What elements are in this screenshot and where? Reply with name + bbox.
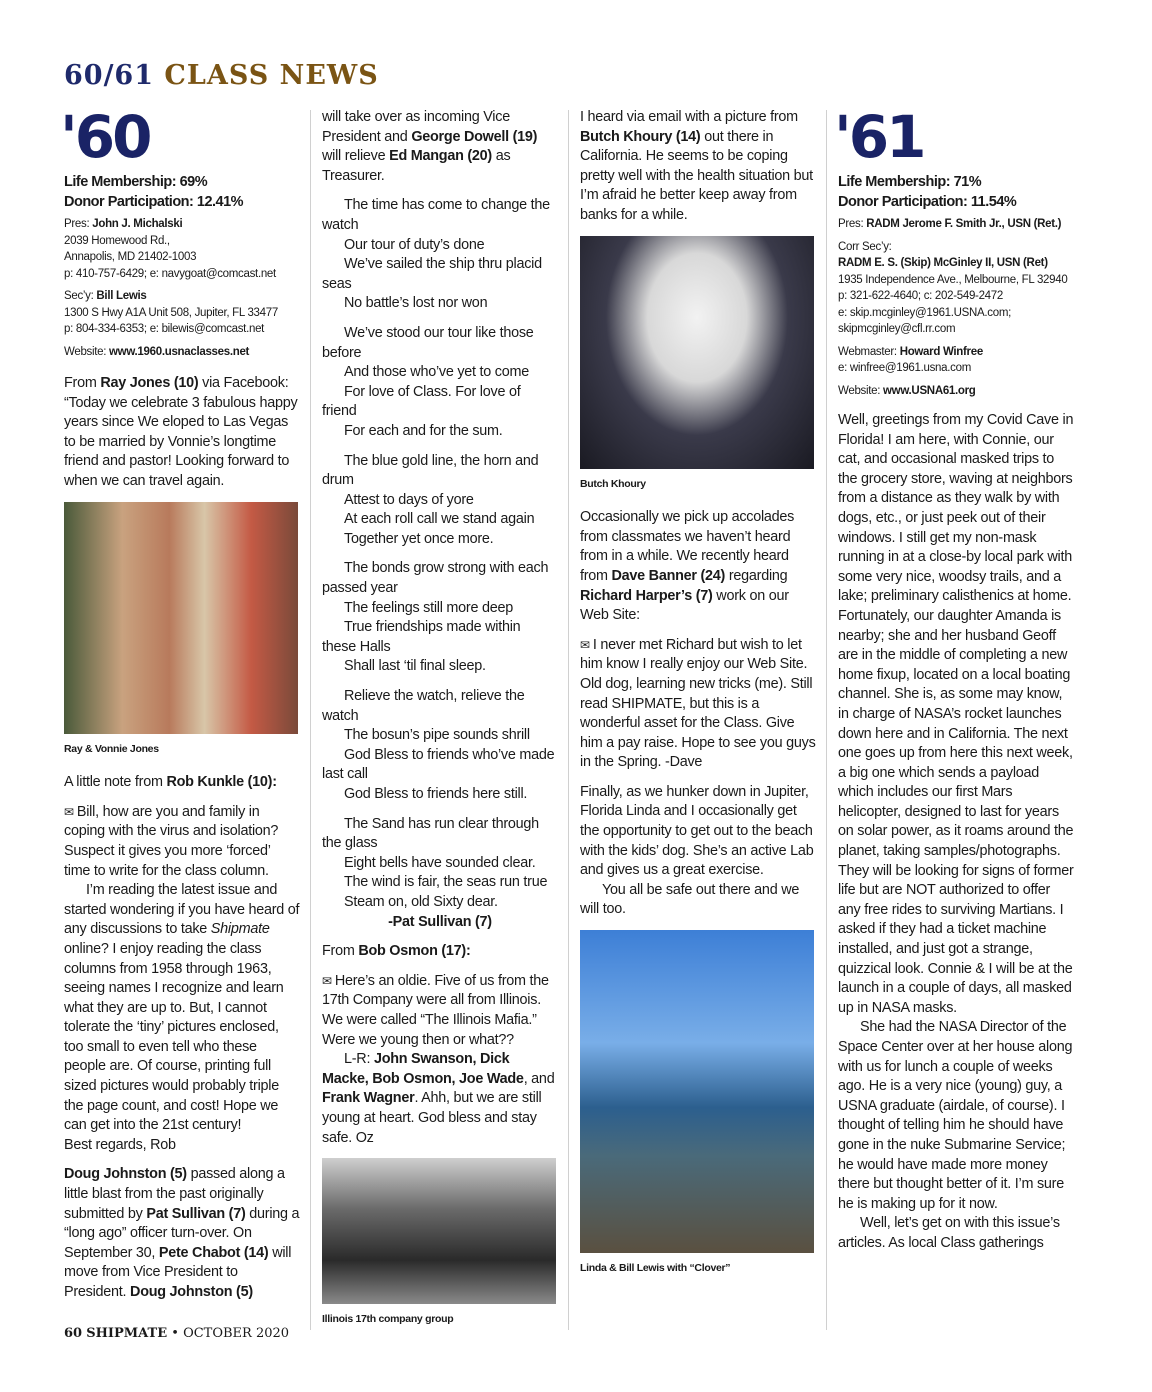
paragraph [838, 411, 1074, 1018]
paragraph [580, 881, 816, 920]
text-run: Well, greetings from my Covid Cave in Florida! I am here, with Connie, our cat, and occasional masked trips to the grocery store, waving at neighbors from a distance as they walk by with dogs, etc., or just peek out of their windows. I still get my non-mask running in at a close-by local park with some very nice, woodsy trails, and a lake; preliminary calisthenics at home. Fortunately, our daughter Amanda is nearby; she and her husband Geoff are in the middle of completing a new home fixup, located on a local boating channel. She is, as some may know, in charge of NASA’s rocket launches down here and in California. The next one goes up from here this next week, a big one which sends a payload which includes our first Mars helicopter, designed to last for years on solar power, as it roams around the planet, taking samples/photographs. They will be looking for signs of former life but are NOT authorized to offer any free rides to surviving Martians. I asked if they had a ticket machine installed, and just got a strange, quizzical look. Connie & I will be at the launch in a couple of days, all masked up in NASA masks. [838, 412, 1074, 1016]
paragraph [64, 1165, 300, 1302]
photo-figure [322, 1158, 558, 1330]
photo-figure [580, 930, 816, 1279]
class-60-header [60, 103, 300, 374]
poem-line: Together yet once more. [344, 530, 494, 547]
text-run: A little note from [64, 774, 167, 791]
text-run: She had the NASA Director of the Space Center over at her house along with us for lunch a couple of weeks ago. He is a very nice (young) guy, a USNA graduate (airdale, of course). I thought of telling him he should have gone in the nuke Submarine Service; he would have made more money there but thought better of it. I’m sure he is making up for it now. [838, 1019, 1073, 1212]
poem-line: God Bless to friends here still. [344, 786, 528, 802]
text-run: as Treasurer. [322, 148, 511, 184]
poem-line: Our tour of duty’s done [344, 236, 485, 253]
poem-line: The time has come to change the watch [322, 197, 550, 233]
poem-line: Steam on, old Sixty dear. [344, 893, 498, 910]
poem-line: Attest to days of yore [344, 491, 474, 508]
photo-caption: Linda & Bill Lewis with “Clover” [580, 1262, 731, 1275]
donor-participation: Donor Participation: 11.54% [838, 194, 1017, 210]
paragraph [838, 1018, 1074, 1214]
paragraph [580, 508, 816, 626]
text-run: online? I enjoy reading the class columns from 1958 through 1963, seeing names I recognize and learn what they are up to. But, I cannot tolerate the ‘tiny’ pictures enclosed, too small to even tell who these people are. Of course, printing full sized pictures would probably triple the page count, and cost! Hope we can get into the 21st century! [64, 940, 284, 1134]
poem-line: For each and for the sum. [344, 422, 503, 439]
poem-line: True friendships made within these Halls [322, 619, 521, 655]
class-61-header [834, 103, 1074, 411]
photo-figure [64, 502, 300, 760]
paragraph [322, 108, 558, 186]
article-body [322, 108, 558, 1330]
class-year: '61 [834, 103, 924, 171]
name-highlight: Doug Johnston (5) [130, 1284, 253, 1300]
column-divider [310, 110, 311, 1330]
poem-line: The bonds grow strong with each passed year [322, 560, 549, 597]
poem-line: For love of Class. For love of friend [322, 383, 521, 420]
paragraph [580, 783, 816, 881]
text-run: You all be safe out there and we will too. [580, 881, 800, 918]
text-run: during a “long ago” officer turn-over. On September 30, [64, 1205, 300, 1261]
magazine-name: SHIPMATE [86, 1326, 168, 1341]
article-body [580, 108, 816, 1279]
poem-line: We’ve sailed the ship thru placid seas [322, 256, 542, 292]
poem-stanza [322, 559, 558, 677]
text-run: Bill, how are you and family in coping with the virus and isolation? Suspect it gives you more ‘forced’ time to write for the class column. [64, 803, 279, 879]
text-run: From [322, 943, 359, 960]
text-run: work on our Web Site: [580, 587, 789, 624]
text-run: . Ahh, but we are still young at heart. God bless and stay safe. Oz [322, 1090, 542, 1146]
paragraph [580, 108, 816, 226]
website-link[interactable]: www.1960.usnaclasses.net [109, 345, 250, 358]
photo [580, 236, 814, 469]
class-year: '60 [60, 103, 150, 171]
mail-icon: ✉ [580, 637, 593, 652]
name-highlight: Ray Jones (10) [100, 375, 199, 391]
name-highlight: Dave Banner (24) [611, 567, 726, 584]
column-4 [834, 103, 1074, 1264]
text-run: From [64, 375, 101, 391]
text-run: passed along a little blast from the past originally submitted by [64, 1166, 285, 1222]
mail-icon: ✉ [322, 973, 335, 988]
name-highlight: Rob Kunkle (10): [166, 774, 277, 791]
photo-caption: Butch Khoury [580, 477, 646, 490]
text-run: Finally, as we hunker down in Jupiter, Florida Linda and I occasionally get the opportunity to get out to the beach with the kids’ dog. She’s an active Lab and gives us a great exercise. [580, 783, 814, 879]
mail-icon: ✉ [64, 804, 77, 819]
column-3 [580, 108, 816, 1293]
poem-line: Shall last ‘til final sleep. [344, 658, 486, 675]
text-run: via Facebook: “Today we celebrate 3 fabulous happy years since We eloped to Las Vegas to be married by Vonnie’s longtime friend and pastor! Looking forward to when we can travel again. [64, 375, 298, 489]
text-run: , and [523, 1070, 555, 1087]
website-link[interactable]: www.USNA61.org [883, 384, 976, 397]
poem-line: God Bless to friends who’ve made last call [322, 746, 555, 783]
poem-line: The blue gold line, the horn and drum [322, 452, 539, 489]
paragraph [838, 1214, 1074, 1253]
name-highlight: Doug Johnston (5) [64, 1166, 187, 1183]
paragraph [64, 773, 300, 793]
photo [580, 930, 814, 1253]
poem-line: The Sand has run clear through the glass [322, 815, 539, 852]
name-highlight: Ed Mangan (20) [389, 148, 492, 165]
text-run: Occasionally we pick up accolades from classmates we haven’t heard from in a while. We recently heard from [580, 509, 795, 584]
paragraph [64, 803, 300, 881]
paragraph [580, 636, 816, 773]
poem-stanza [322, 452, 558, 550]
name-highlight: Frank Wagner [322, 1090, 415, 1107]
poem-line: The feelings still more deep [344, 599, 513, 616]
article-body [838, 411, 1074, 1254]
poem-line: At each roll call we stand again [344, 511, 535, 528]
paragraph [322, 942, 558, 962]
poem-line: The wind is fair, the seas run true [344, 874, 548, 891]
photo-caption: Illinois 17th company group [322, 1313, 454, 1326]
paragraph [64, 1136, 300, 1156]
life-membership: Life Membership: 71% [838, 174, 982, 190]
officers: Pres: John J. Michalski 2039 Homewood Rd., Annapolis, MD 21402-1003 p: 410-757-6429; e: navygoat@comcast.net Sec’y: Bill Lewis 1300 S Hwy A1A Unit 508, Jupiter, FL 33477 p: 804-334-6353; e: bilewis@comcast.net Website: www.1960.usnaclasses.net [64, 218, 278, 358]
text-run: Best regards, Rob [64, 1136, 176, 1153]
poem-stanza [322, 687, 558, 805]
name-highlight: John Swanson, Dick Macke, Bob Osmon, Joe Wade [322, 1051, 524, 1087]
poem-signature: -Pat Sullivan (7) [388, 913, 492, 930]
text-run: will relieve [322, 148, 390, 165]
paragraph [322, 972, 558, 1050]
name-highlight: George Dowell (19) [411, 128, 538, 145]
name-highlight: Bob Osmon (17): [358, 943, 471, 960]
officers: Pres: RADM Jerome F. Smith Jr., USN (Ret.) Corr Sec’y: RADM E. S. (Skip) McGinley II, USN (Ret) 1935 Independence Ave., Melbourne, FL 32940 p: 321-622-4640; c: 202-549-2472 e: skip.mcginley@1961.USNA.com; skipmcginley@cfl.rr.com Webmaster: Howard Winfree e: winfree@1961.usna.com Website: www.USNA61.org [838, 218, 1068, 397]
text-run: I never met Richard but wish to let him know I really enjoy our Web Site. Old dog, learning new tricks (me). Still read SHIPMATE, but this is a wonderful asset for the Class. Give him a pay raise. Hope to see you guys in the Spring. -Dave [580, 636, 816, 771]
photo [64, 502, 298, 734]
column-divider [568, 110, 569, 1330]
paragraph [322, 1050, 558, 1148]
column-divider [826, 110, 827, 1330]
text-run: Well, let’s get on with this issue’s articles. As local Class gatherings [838, 1215, 1060, 1251]
poem-line: Eight bells have sounded clear. [344, 854, 536, 871]
issue-date: OCTOBER 2020 [183, 1326, 290, 1341]
text-run: I’m reading the latest issue and started wondering if you have heard of any discussions to take [64, 882, 300, 938]
text-run: will take over as incoming Vice President and [322, 109, 510, 145]
poem-stanza [322, 196, 558, 314]
name-highlight: Pat Sullivan (7) [146, 1205, 246, 1222]
paragraph [64, 374, 300, 492]
poem-line: No battle’s lost nor won [344, 295, 488, 312]
text-run: L-R: [344, 1051, 374, 1068]
poem-stanza [322, 815, 558, 913]
poem-line: The bosun’s pipe sounds shrill [344, 727, 530, 744]
text-run: out there in California. He seems to be coping pretty well with the health situation but I’m afraid he better keep away from banks for a while. [580, 128, 813, 223]
photo [322, 1158, 556, 1304]
poem-stanza [322, 324, 558, 442]
poem-line: And those who’ve yet to come [344, 364, 529, 381]
article-body [64, 374, 300, 1303]
text-run: Here’s an oldie. Five of us from the 17th Company were all from Illinois. We were called “The Illinois Mafia.” Were we young then or what?? [322, 972, 549, 1048]
poem-line: We’ve stood our tour like those before [322, 324, 534, 361]
poem-line: Relieve the watch, relieve the watch [322, 688, 525, 724]
life-membership: Life Membership: 69% [64, 174, 208, 190]
column-2 [322, 108, 558, 1344]
text-run: will move from Vice President to President. [64, 1244, 292, 1300]
name-highlight: Butch Khoury (14) [580, 128, 701, 145]
page-footer: 60 SHIPMATE • OCTOBER 2020 [64, 1326, 290, 1341]
page-number: 60 [64, 1326, 83, 1341]
photo-figure [580, 236, 816, 495]
name-highlight: Pete Chabot (14) [158, 1244, 269, 1261]
name-highlight: Richard Harper’s (7) [580, 587, 713, 604]
text-run: Shipmate [210, 921, 270, 938]
text-run: I heard via email with a picture from [580, 109, 798, 125]
page-title: 60/61 CLASS NEWS [64, 60, 379, 91]
donor-participation: Donor Participation: 12.41% [64, 194, 244, 210]
photo-caption: Ray & Vonnie Jones [64, 742, 159, 755]
column-1 [60, 103, 300, 1313]
text-run: regarding [725, 567, 788, 584]
paragraph [64, 881, 300, 1136]
